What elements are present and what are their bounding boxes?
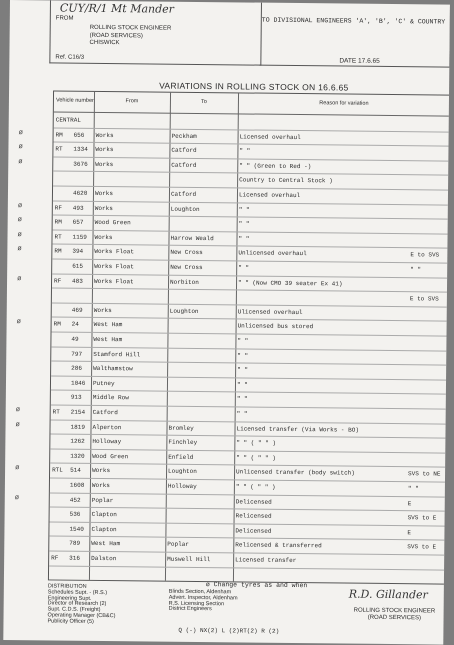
from-cell: Works Float bbox=[94, 248, 135, 256]
signatory-line: (ROAD SERVICES) bbox=[367, 614, 421, 622]
column-header-from: From bbox=[125, 98, 139, 105]
vehicle-number: 1046 bbox=[70, 379, 86, 387]
vehicle-number: 789 bbox=[69, 540, 81, 548]
distribution-line: Director of Research (2) bbox=[47, 600, 107, 608]
reason-cell: " " bbox=[238, 264, 250, 272]
to-cell: Loughton bbox=[169, 307, 199, 315]
document-date bbox=[339, 57, 379, 64]
reason-cell: " " (Green to Red -) bbox=[239, 162, 312, 170]
vehicle-number: 1334 bbox=[73, 145, 88, 154]
vehicle-prefix: RF bbox=[51, 554, 59, 562]
from-address bbox=[90, 25, 172, 48]
vehicle-prefix: RM bbox=[53, 320, 61, 328]
to-cell: Peckham bbox=[171, 132, 197, 140]
date-label: DATE bbox=[339, 57, 357, 65]
from-cell: Middle Row bbox=[92, 394, 129, 402]
vehicle-prefix: CENTRAL bbox=[55, 116, 82, 124]
row-divider bbox=[52, 288, 448, 293]
vehicle-number: 913 bbox=[70, 394, 82, 402]
from-cell: West Ham bbox=[93, 335, 123, 344]
from-label: FROM bbox=[55, 15, 74, 22]
signatory-line: ROLLING STOCK ENGINEER bbox=[353, 607, 436, 615]
distribution-line: R.S. Licensing Section bbox=[168, 600, 225, 607]
to-cell: Poplar bbox=[167, 541, 189, 549]
from-cell: Clapton bbox=[91, 525, 117, 533]
from-line: CHISWICK bbox=[89, 39, 120, 47]
title-text: VARIATIONS IN ROLLING STOCK ON bbox=[159, 80, 316, 93]
from-cell: Dalston bbox=[91, 554, 117, 563]
to-cell: Bromley bbox=[168, 424, 194, 432]
vehicle-number: 24 bbox=[71, 321, 79, 329]
header-divider bbox=[54, 111, 450, 116]
from-cell: West Ham bbox=[93, 321, 123, 329]
vehicle-number: 656 bbox=[73, 131, 85, 139]
variations-table bbox=[48, 90, 450, 584]
vehicle-prefix: RF bbox=[54, 277, 62, 285]
to-cell: Catford bbox=[170, 190, 197, 198]
reason-extra: " " bbox=[407, 485, 419, 493]
reason-cell: Licensed transfer (Via Works - BO) bbox=[236, 424, 359, 434]
vehicle-number: 3676 bbox=[73, 160, 88, 168]
reason-cell: Ulicensed overhaul bbox=[237, 308, 303, 316]
reason-extra: E to SVS bbox=[409, 295, 439, 303]
from-cell: Works bbox=[95, 146, 114, 154]
reason-cell: Licensed overhaul bbox=[239, 133, 301, 141]
distribution-line: Schedules Supt. - (R.S.) bbox=[47, 589, 108, 596]
vehicle-number: 615 bbox=[72, 262, 84, 270]
to-cell: New Cross bbox=[170, 249, 203, 257]
vehicle-number: 1819 bbox=[70, 423, 85, 431]
vehicle-number: 1320 bbox=[70, 452, 85, 460]
handwritten-reference: CUY/R/1 Mt Mander bbox=[59, 1, 175, 16]
footnote: ø Change tyres as and when bbox=[205, 581, 308, 590]
from-line: (ROAD SERVICES) bbox=[89, 32, 143, 39]
from-cell: Clapton bbox=[91, 511, 117, 519]
vehicle-number: 1262 bbox=[70, 437, 85, 445]
distribution-line: Operating Manager (CB&C) bbox=[47, 612, 116, 620]
from-cell: Works bbox=[94, 189, 114, 198]
tyre-mark: ø bbox=[17, 216, 23, 224]
tyre-mark: ø bbox=[18, 157, 23, 165]
vehicle-number: 49 bbox=[71, 335, 79, 343]
vehicle-number: 1159 bbox=[72, 233, 87, 241]
vehicle-prefix: RT bbox=[54, 233, 62, 241]
vehicle-prefix: RF bbox=[54, 204, 63, 212]
to-cell: Harrow Weald bbox=[170, 234, 214, 242]
reason-extra: SVS to E bbox=[407, 514, 437, 522]
tyre-mark: ø bbox=[17, 230, 22, 238]
tyre-mark: ø bbox=[17, 201, 23, 209]
tyre-mark: ø bbox=[18, 143, 23, 151]
row-divider bbox=[53, 171, 449, 176]
vehicle-number: 657 bbox=[72, 218, 84, 226]
copies-line: Q (-) NX(2) L (2)RT(2) R (2) bbox=[178, 626, 280, 635]
from-cell: Wood Green bbox=[94, 219, 131, 227]
reason-cell: Delicensed bbox=[235, 497, 272, 506]
tyre-mark: ø bbox=[17, 274, 22, 282]
from-cell: Works bbox=[95, 131, 114, 139]
to-cell: Loughton bbox=[168, 468, 197, 476]
reason-cell: " " bbox=[238, 235, 250, 243]
reason-cell: " " bbox=[237, 351, 249, 360]
from-cell: West Ham bbox=[91, 540, 121, 548]
to-cell: Enfield bbox=[168, 453, 194, 461]
tyre-mark: ø bbox=[16, 318, 21, 326]
vehicle-number: 316 bbox=[69, 554, 81, 562]
from-cell: Works bbox=[94, 233, 113, 241]
reason-cell: " " ( " " ) bbox=[236, 439, 277, 447]
reason-extra: SVS to NE bbox=[408, 470, 441, 478]
from-cell: Alperton bbox=[92, 423, 122, 431]
vehicle-number: 452 bbox=[69, 496, 81, 504]
from-cell: Works bbox=[95, 160, 114, 168]
distribution-line: Engineering Supt. bbox=[47, 595, 92, 602]
reason-extra: E bbox=[407, 499, 412, 507]
to-cell: Norbiton bbox=[170, 278, 199, 286]
vehicle-number: 469 bbox=[71, 306, 83, 314]
distribution-list bbox=[47, 584, 115, 625]
tyre-mark: ø bbox=[15, 420, 20, 428]
from-cell: Works Float bbox=[94, 262, 134, 271]
reason-cell: " " bbox=[236, 395, 248, 403]
vehicle-number: 1608 bbox=[69, 481, 85, 489]
reason-cell: " " bbox=[238, 220, 250, 228]
tyre-mark: ø bbox=[15, 464, 20, 472]
reason-cell: Unlicensed bus stored bbox=[237, 322, 314, 331]
reason-cell: " " (Now CMO 39 seater Ex 41) bbox=[238, 278, 343, 288]
vehicle-number: 536 bbox=[69, 510, 81, 518]
reason-cell: " " bbox=[238, 206, 250, 214]
date-value: 17.6.65 bbox=[358, 57, 380, 65]
reference-number: Ref. C16/3 bbox=[55, 54, 85, 61]
tyre-mark: ø bbox=[15, 406, 21, 414]
vehicle-prefix: RTL bbox=[52, 466, 63, 474]
vehicle-number: 514 bbox=[70, 467, 81, 475]
reason-cell: " " bbox=[236, 381, 248, 389]
tyre-mark: ø bbox=[18, 128, 23, 136]
document-sheet bbox=[3, 0, 450, 645]
reason-cell: Unlicensed transfer (body switch) bbox=[236, 468, 355, 478]
vehicle-number: 4620 bbox=[72, 189, 88, 197]
reason-cell: Relicensed & transferred bbox=[235, 541, 322, 550]
vehicle-number: 394 bbox=[72, 248, 84, 256]
from-cell: Poplar bbox=[91, 496, 114, 504]
to-cell: New Cross bbox=[170, 263, 203, 272]
reason-cell: " " ( " " ) bbox=[236, 454, 276, 462]
vehicle-number: 286 bbox=[71, 364, 82, 372]
from-cell: Walthamstow bbox=[93, 365, 133, 373]
vehicle-prefix: RM bbox=[54, 247, 62, 255]
from-cell: Works bbox=[93, 306, 112, 314]
title-date: 16.6.65 bbox=[318, 82, 349, 93]
distribution-line: Advert. Inspector, Aldenham bbox=[168, 594, 238, 602]
reason-cell: " " bbox=[236, 410, 248, 418]
tyre-mark: ø bbox=[17, 245, 22, 253]
reason-cell: " " bbox=[237, 366, 248, 374]
vehicle-prefix: RM bbox=[54, 218, 62, 226]
from-line: ROLLING STOCK ENGINEER bbox=[89, 24, 172, 32]
to-cell: Catford bbox=[171, 146, 197, 155]
reason-extra: E bbox=[407, 528, 412, 537]
vehicle-number: 483 bbox=[72, 277, 83, 285]
reason-extra: E to SVS bbox=[410, 251, 440, 259]
reason-cell: Licensed overhaul bbox=[238, 191, 301, 200]
from-cell: Catford bbox=[92, 408, 118, 417]
distribution-line: Blinds Section, Aldenham bbox=[168, 588, 232, 596]
page-title bbox=[159, 81, 349, 93]
distribution-line: Supt. C.D.S. (Freight) bbox=[47, 606, 101, 614]
reason-extra: " " bbox=[410, 266, 422, 274]
reason-cell: Licensed transfer bbox=[235, 556, 297, 565]
distribution-list-2 bbox=[169, 590, 238, 614]
to-recipients: DIVISIONAL ENGINEERS 'A', 'B', 'C' & COUNTRY bbox=[273, 16, 446, 26]
vehicle-number: 1540 bbox=[69, 525, 84, 533]
to-cell: Loughton bbox=[170, 205, 200, 213]
from-cell: Wood Green bbox=[92, 452, 129, 461]
column-header-reason: Reason for variation bbox=[319, 100, 369, 107]
reason-cell: Unlicensed overhaul bbox=[238, 249, 307, 258]
from-cell: Works bbox=[91, 481, 110, 490]
from-cell: Stamford Hill bbox=[93, 350, 141, 358]
to-label: TO bbox=[261, 16, 270, 24]
vehicle-number: 2154 bbox=[70, 408, 86, 416]
row-divider bbox=[49, 565, 445, 570]
reason-cell: Country to Central Stock ) bbox=[239, 176, 333, 185]
vehicle-number: 797 bbox=[71, 350, 83, 358]
reason-extra: SVS to E bbox=[407, 543, 437, 551]
reason-cell: " " bbox=[239, 147, 251, 155]
vehicle-prefix: RM bbox=[55, 131, 63, 139]
to-cell: Holloway bbox=[167, 482, 197, 490]
vehicle-number: 493 bbox=[72, 204, 84, 212]
reason-cell: " " ( " " ) bbox=[235, 483, 276, 491]
vehicle-prefix: RT bbox=[52, 408, 60, 416]
from-cell: Works bbox=[94, 204, 113, 212]
column-header-vehicle: Vehicle number bbox=[55, 97, 94, 104]
from-cell: Works bbox=[92, 467, 111, 475]
tyre-mark: ø bbox=[14, 493, 20, 501]
vehicle-prefix: RT bbox=[55, 145, 63, 153]
to-cell: Muswell Hill bbox=[167, 555, 211, 564]
column-header-to: To bbox=[201, 99, 207, 106]
from-cell: Holloway bbox=[92, 438, 122, 446]
to-cell: Finchley bbox=[168, 438, 198, 447]
to-cell: Catford bbox=[171, 161, 197, 169]
reason-cell: Delicensed bbox=[235, 527, 272, 535]
reason-cell: " " bbox=[237, 337, 249, 345]
signature: R.D. Gillander bbox=[348, 587, 428, 602]
distribution-line: District Engineers bbox=[168, 606, 212, 613]
reason-cell: Relicensed bbox=[235, 512, 272, 520]
from-cell: Works Float bbox=[94, 277, 134, 285]
from-cell: Putney bbox=[92, 379, 115, 387]
signatory-title bbox=[354, 608, 436, 623]
distribution-line: DISTRIBUTION bbox=[47, 583, 87, 590]
distribution-line: Publicity Officer (5) bbox=[47, 618, 94, 625]
